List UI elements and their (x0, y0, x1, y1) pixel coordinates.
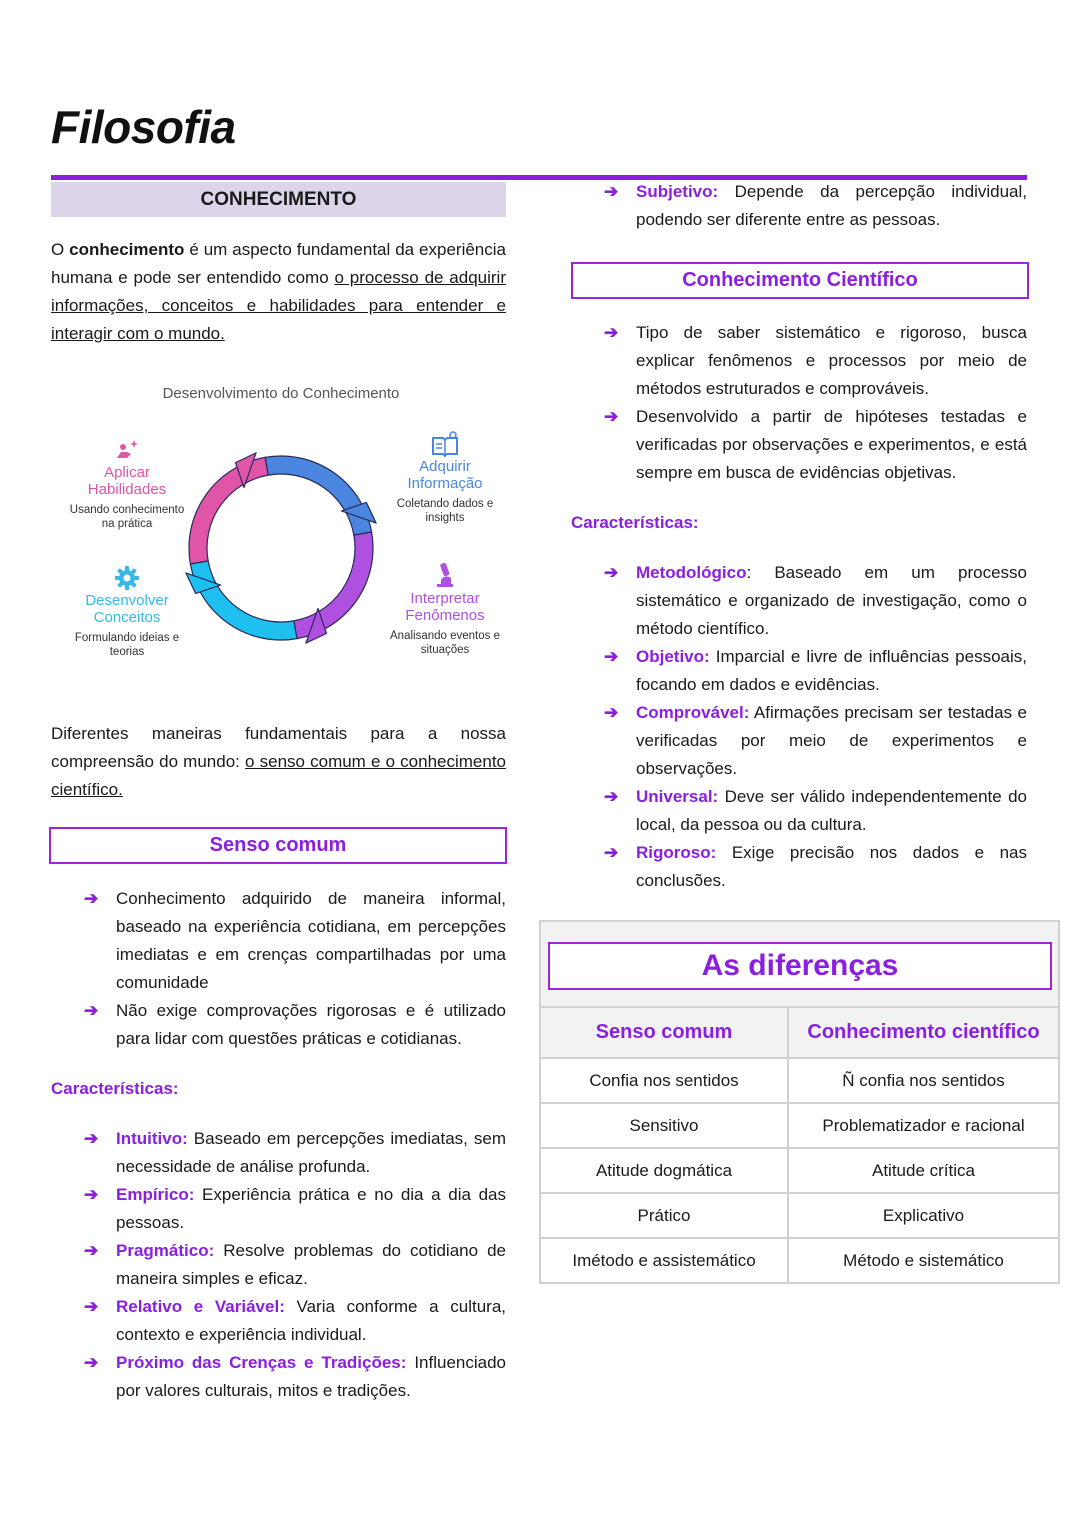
cientifico-bullets (571, 319, 1027, 487)
list-item: ➔ Conhecimento adquirido de maneira informal, baseado na experiência cotidiana, em percepções imediatas e em crenças compartilhadas por uma comunidade (51, 885, 506, 997)
cientifico-characteristics (571, 559, 1027, 895)
stage-interpretar-fenomenos: Interpretar Fenômenos Analisando eventos e situações (385, 560, 505, 657)
arrow-right-icon: ➔ (604, 647, 619, 666)
differences-title: As diferenças (548, 942, 1052, 990)
arrow-right-icon: ➔ (604, 787, 619, 806)
conhecimento-heading: CONHECIMENTO (51, 182, 506, 217)
list-item: ➔ Subjetivo: Depende da percepção individual, podendo ser diferente entre as pessoas. (571, 178, 1027, 234)
knowledge-cycle-diagram (51, 384, 506, 704)
senso-comum-characteristics (51, 1125, 506, 1405)
list-item: ➔ Comprovável: Afirmações precisam ser testadas e verificadas por meio de experimentos e observações. (571, 699, 1027, 783)
arrow-right-icon: ➔ (84, 1297, 99, 1316)
list-item: ➔ Desenvolvido a partir de hipóteses testadas e verificadas por observações e experimentos, e está sempre em busca de evidências objetivas. (571, 403, 1027, 487)
table-cell: Explicativo (788, 1193, 1058, 1238)
list-item: ➔ Tipo de saber sistemático e rigoroso, busca explicar fenômenos e processos por meio de métodos estruturados e comprováveis. (571, 319, 1027, 403)
table-cell: Atitude crítica (788, 1148, 1058, 1193)
arrow-right-icon: ➔ (84, 889, 99, 908)
arrow-right-icon: ➔ (84, 1353, 99, 1372)
diagram-title: Desenvolvimento do Conhecimento (162, 385, 400, 402)
stage-adquirir-informacao: Adquirir Informação Coletando dados e insights (385, 430, 505, 525)
table-cell: Atitude dogmática (541, 1148, 788, 1193)
senso-comum-heading: Senso comum (49, 827, 507, 864)
arrow-right-icon: ➔ (84, 1001, 99, 1020)
column-header-senso-comum: Senso comum (541, 1008, 788, 1058)
arrow-right-icon: ➔ (84, 1185, 99, 1204)
right-column (571, 178, 1027, 895)
list-item: ➔ Objetivo: Imparcial e livre de influências pessoais, focando em dados e evidências. (571, 643, 1027, 699)
arrow-right-icon: ➔ (84, 1241, 99, 1260)
gear-icon (113, 564, 141, 592)
list-item: ➔ Pragmático: Resolve problemas do cotidiano de maneira simples e eficaz. (51, 1237, 506, 1293)
cientifico-characteristics-label: Características: (571, 513, 699, 532)
list-item: ➔ Relativo e Variável: Varia conforme a cultura, contexto e experiência individual. (51, 1293, 506, 1349)
arrow-right-icon: ➔ (604, 323, 619, 342)
differences-header (541, 922, 1058, 1008)
list-item: ➔ Rigoroso: Exige precisão nos dados e nas conclusões. (571, 839, 1027, 895)
arrow-right-icon: ➔ (604, 563, 619, 582)
table-cell: Método e sistemático (843, 1251, 1004, 1270)
stage-desenvolver-conceitos: Desenvolver Conceitos Formulando ideias e teorias (67, 564, 187, 659)
table-cell: Imétodo e assistemático (541, 1238, 788, 1283)
list-item: ➔ Não exige comprovações rigorosas e é utilizado para lidar com questões práticas e cotidianas. (51, 997, 506, 1053)
page-title: Filosofia (51, 101, 236, 153)
table-cell: Sensitivo (541, 1103, 788, 1148)
arrow-right-icon: ➔ (84, 1129, 99, 1148)
book-idea-icon (430, 430, 460, 458)
table-row (541, 1058, 1058, 1103)
hand-sparkle-icon (113, 436, 141, 464)
table-row (541, 1238, 1058, 1283)
list-item: ➔ Empírico: Experiência prática e no dia a dia das pessoas. (51, 1181, 506, 1237)
microscope-icon (431, 560, 459, 590)
list-item: ➔ Próximo das Crenças e Tradições: Influenciado por valores culturais, mitos e tradições. (51, 1349, 506, 1405)
arrow-right-icon: ➔ (604, 843, 619, 862)
arrow-right-icon: ➔ (604, 182, 619, 201)
senso-comum-characteristics-label: Características: (51, 1079, 179, 1098)
table-cell: Problematizador e racional (788, 1103, 1058, 1148)
conhecimento-intro: O conhecimento é um aspecto fundamental da experiência humana e pode ser entendido como o processo de adquirir informações, conceitos e habilidades para entender e interagir com o mundo. (51, 240, 506, 343)
column-header-cientifico: Conhecimento científico (788, 1008, 1058, 1058)
list-item: ➔ Intuitivo: Baseado em percepções imediatas, sem necessidade de análise profunda. (51, 1125, 506, 1181)
differences-grid (541, 1008, 1058, 1283)
table-cell: Prático (541, 1193, 788, 1238)
list-item: ➔ Metodológico: Baseado em um processo sistemático e organizado de investigação, como o método científico. (571, 559, 1027, 643)
subjetivo-bullet (571, 178, 1027, 234)
left-column (51, 182, 506, 1405)
table-cell: Confia nos sentidos (541, 1058, 788, 1103)
cientifico-heading: Conhecimento Científico (571, 262, 1029, 299)
table-cell: Ñ confia nos sentidos (788, 1058, 1058, 1103)
table-header-row (541, 1008, 1058, 1058)
differences-table (539, 920, 1060, 1284)
table-row (541, 1148, 1058, 1193)
stage-aplicar-habilidades: Aplicar Habilidades Usando conhecimento na prática (67, 436, 187, 531)
cycle-ring (181, 448, 381, 648)
list-item: ➔ Universal: Deve ser válido independentemente do local, da pessoa ou da cultura. (571, 783, 1027, 839)
arrow-right-icon: ➔ (604, 703, 619, 722)
ways-paragraph: Diferentes maneiras fundamentais para a nossa compreensão do mundo: o senso comum e o conhecimento científico. (51, 724, 506, 799)
table-row (541, 1103, 1058, 1148)
senso-comum-bullets (51, 885, 506, 1053)
arrow-right-icon: ➔ (604, 407, 619, 426)
table-row (541, 1193, 1058, 1238)
